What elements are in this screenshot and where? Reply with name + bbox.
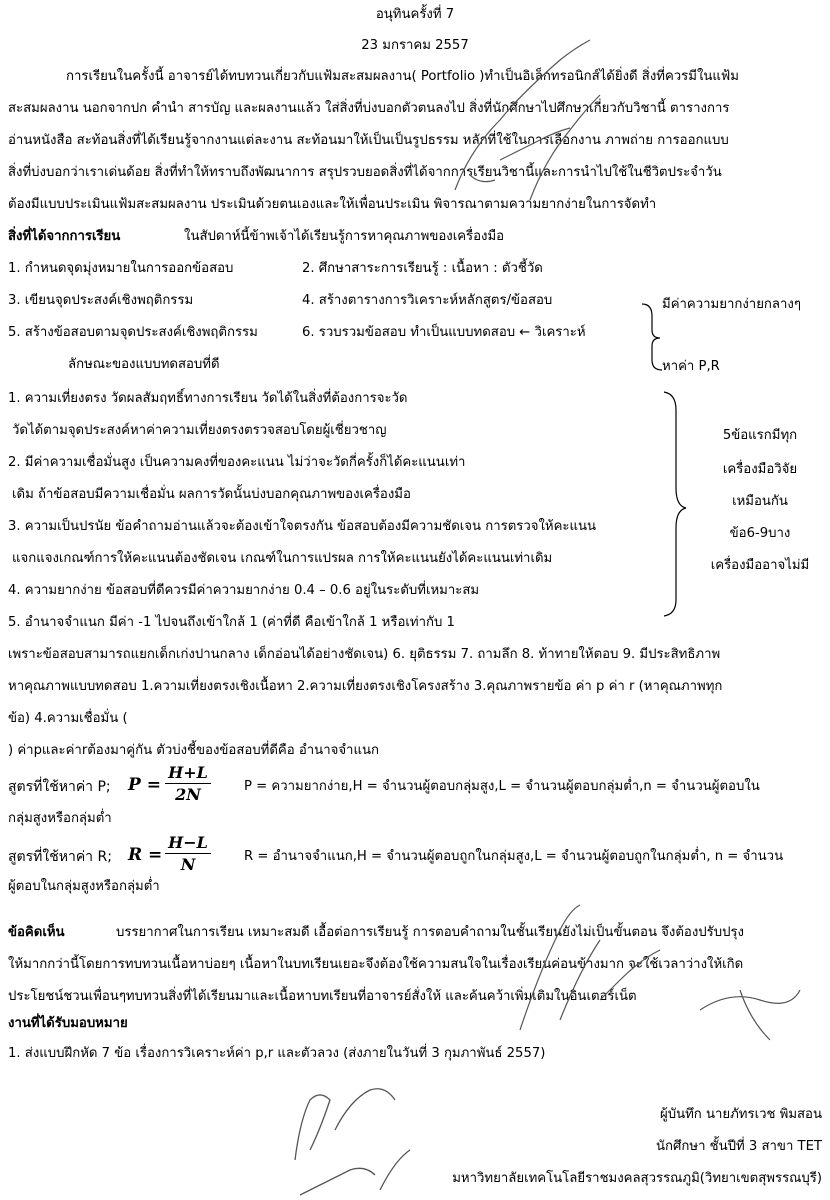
text-line: ข้อ) 4.ความเชื่อมั่น ( (8, 711, 128, 726)
formula-p-numerator: H+L (168, 763, 208, 782)
brace-note: เครื่องมืออาจไม่มี (710, 558, 810, 573)
recorder-name: ผู้บันทึก นายภัทรเวช พิมสอน (659, 1107, 822, 1122)
step-item: 5. สร้างข้อสอบตามจุดประสงค์เชิงพฤติกรรม (8, 325, 258, 340)
brace-note: เหมือนกัน (732, 494, 788, 509)
brace-note-bottom: หาค่า P,R (662, 359, 720, 374)
text-line: หาคุณภาพแบบทดสอบ 1.ความเที่ยงตรงเชิงเนื้อหา 2.ความเที่ยงตรงเชิงโครงสร้าง 3.คุณภาพรายข้อ ค่า p ค่า r (หาคุณภาพทุก (8, 679, 723, 694)
brace-steps (642, 304, 662, 370)
formula-r-denominator: N (180, 855, 196, 874)
good-test-heading: ลักษณะของแบบทดสอบที่ดี (68, 357, 220, 372)
text-line: เพราะข้อสอบสามารถแยกเด็กเก่งปานกลาง เด็กอ่อนได้อย่างชัดเจน) 6. ยุติธรรม 7. ถามลึก 8. ท้าทายให้ตอบ 9. มีประสิทธิภาพ (8, 647, 721, 662)
intro-line: สะสมผลงาน นอกจากปก คำนำ สารบัญ และผลงานแล้ว ใส่สิ่งที่บ่งบอกตัวตนลงไป สิ่งที่นักศึกษาไปศึกษาเกี่ยวกับวิชานี้ ตารางการ (8, 101, 730, 116)
quality-line: วัดได้ตามจุดประสงค์หาค่าความเที่ยงตรงตรวจสอบโดยผู้เชี่ยวชาญ (12, 423, 387, 438)
brace-note: ข้อ6-9บาง (729, 526, 791, 541)
intro-line: ต้องมีแบบประเมินแฟ้มสะสมผลงาน ประเมินด้วยตนเองและให้เพื่อนประเมิน พิจารณาตามความยากง่ายในการจัดทำ (8, 197, 657, 212)
handwritten-signature (295, 1089, 410, 1195)
formula-r-description: R = อำนาจจำแนก,H = จำนวนผู้ตอบถูกในกลุ่มสูง,L = จำนวนผู้ตอบถูกในกลุ่มต่ำ, n = จำนวน (244, 849, 784, 864)
brace-note-top: มีค่าความยากง่ายกลางๆ (662, 297, 801, 312)
opinion-heading: ข้อคิดเห็น (8, 925, 65, 940)
formula-p-lhs: P = (128, 775, 161, 795)
university-name: มหาวิทยาลัยเทคโนโลยีราชมงคลสุวรรณภูมิ(วิทยาเขตสุพรรณบุรี) (452, 1171, 822, 1186)
quality-line: 3. ความเป็นปรนัย ข้อคำถามอ่านแล้วจะต้องเข้าใจตรงกัน ข้อสอบต้องมีความชัดเจน การตรวจให้คะแนน (8, 519, 597, 534)
formula-r-fraction (165, 833, 211, 874)
page-title: อนุทินครั้งที่ 7 (375, 7, 455, 22)
brace-note: เครื่องมือวิจัย (722, 462, 798, 477)
intro-line: สิ่งที่บ่งบอกว่าเราเด่นด้อย สิ่งที่ทำให้ทราบถึงพัฒนาการ สรุปรวบยอดสิ่งที่ได้จากการเรียนวิชานี้และการนำไปใช้ในชีวิตประจำวัน (8, 165, 722, 180)
learned-heading: สิ่งที่ได้จากการเรียน (8, 229, 121, 244)
learned-subtitle: ในสัปดาห์นี้ข้าพเจ้าได้เรียนรู้การหาคุณภาพของเครื่องมือ (184, 229, 505, 244)
quality-line: 2. มีค่าความเชื่อมั่นสูง เป็นความคงที่ของคะแนน ไม่ว่าจะวัดกี่ครั้งก็ได้คะแนนเท่า (8, 455, 466, 470)
step-item: 6. รวบรวมข้อสอบ ทำเป็นแบบทดสอบ ← วิเคราะห์ (302, 325, 586, 340)
quality-line: 4. ความยากง่าย ข้อสอบที่ดีควรมีค่าความยากง่าย 0.4 – 0.6 อยู่ในระดับที่เหมาะสม (8, 583, 480, 598)
formula-p-fraction (165, 763, 211, 804)
step-item: 1. กำหนดจุดมุ่งหมายในการออกข้อสอบ (8, 261, 234, 276)
formula-p-description-cont: กลุ่มสูงหรือกลุ่มต่ำ (8, 811, 112, 826)
intro-line: การเรียนในครั้งนี้ อาจารย์ได้ทบทวนเกี่ยวกับแฟ้มสะสมผลงาน( Portfolio )ทำเป็นอิเล็กทรอนิกส์ได้ยิ่งดี สิ่งที่ควรมีในแฟ้ม (66, 69, 739, 84)
brace-qualities (664, 392, 686, 616)
formula-r-numerator: H−L (168, 833, 208, 852)
quality-line: แจกแจงเกณฑ์การให้คะแนนต้องชัดเจน เกณฑ์ในการแปรผล การให้คะแนนยังได้คะแนนเท่าเดิม (12, 551, 553, 566)
assignment-heading: งานที่ได้รับมอบหมาย (8, 1016, 128, 1031)
quality-line: เดิม ถ้าข้อสอบมีความเชื่อมั่น ผลการวัดนั้นบ่งบอกคุณภาพของเครื่องมือ (12, 487, 411, 502)
opinion-line: ประโยชน์ชวนเพื่อนๆทบทวนสิ่งที่ได้เรียนมาและเนื้อหาบทเรียนที่อาจารย์สั่งให้ และค้นคว้าเพิ่มเติมในอินเตอร์เน็ต (8, 989, 637, 1004)
formula-r-lhs: R = (128, 845, 163, 865)
opinion-line: ให้มากกว่านี้โดยการทบทวนเนื้อหาบ่อยๆ เนื้อหาในบทเรียนเยอะจึงต้องใช้ความสนใจในเรื่องเรียนค่อนข้างมาก จะใช้เวลาว่างให้เกิด (8, 957, 744, 972)
formula-p-denominator: 2N (175, 785, 201, 804)
opinion-line: บรรยากาศในการเรียน เหมาะสมดี เอื้อต่อการเรียนรู้ การตอบคำถามในชั้นเรียนยังไม่เป็นขั้นตอน จึงต้องปรับปรุง (116, 925, 744, 940)
brace-note: 5ข้อแรกมีทุก (722, 428, 798, 443)
formula-p-label: สูตรที่ใช้หาค่า P; (8, 779, 111, 795)
text-line: ) ค่าpและค่าrต้องมาคู่กัน ตัวบ่งชี้ของข้อสอบที่ดีคือ อำนาจจำแนก (8, 743, 379, 758)
quality-line: 1. ความเที่ยงตรง วัดผลสัมฤทธิ์ทางการเรียน วัดได้ในสิ่งที่ต้องการจะวัด (8, 391, 408, 406)
intro-line: อ่านหนังสือ สะท้อนสิ่งที่ได้เรียนรู้จากงานแต่ละงาน สะท้อนมาให้เป็นเป็นรูปธรรม หลักที่ใช้ในการเลือกงาน ภาพถ่าย การออกแบบ (8, 133, 729, 148)
assignment-item: 1. ส่งแบบฝึกหัด 7 ข้อ เรื่องการวิเคราะห์ค่า p,r และตัวลวง (ส่งภายในวันที่ 3 กุมภาพันธ์ 2557) (8, 1046, 546, 1061)
formula-r-description-cont: ผู้ตอบในกลุ่มสูงหรือกลุ่มต่ำ (8, 879, 160, 894)
page-date: 23 มกราคม 2557 (361, 38, 469, 53)
step-item: 2. ศึกษาสาระการเรียนรู้ : เนื้อหา : ตัวชี้วัด (302, 261, 543, 276)
step-item: 3. เขียนจุดประสงค์เชิงพฤติกรรม (8, 293, 194, 308)
quality-line: 5. อำนาจจำแนก มีค่า -1 ไปจนถึงเข้าใกล้ 1 (ค่าที่ดี คือเข้าใกล้ 1 หรือเท่ากับ 1 (8, 615, 455, 630)
student-info: นักศึกษา ชั้นปีที่ 3 สาขา TET (656, 1139, 822, 1154)
formula-p-description: P = ความยากง่าย,H = จำนวนผู้ตอบกลุ่มสูง,L = จำนวนผู้ตอบกลุ่มต่ำ,n = จำนวนผู้ตอบใน (244, 779, 760, 794)
formula-r-label: สูตรที่ใช้หาค่า R; (8, 849, 112, 865)
step-item: 4. สร้างตารางการวิเคราะห์หลักสูตร/ข้อสอบ (302, 293, 553, 308)
